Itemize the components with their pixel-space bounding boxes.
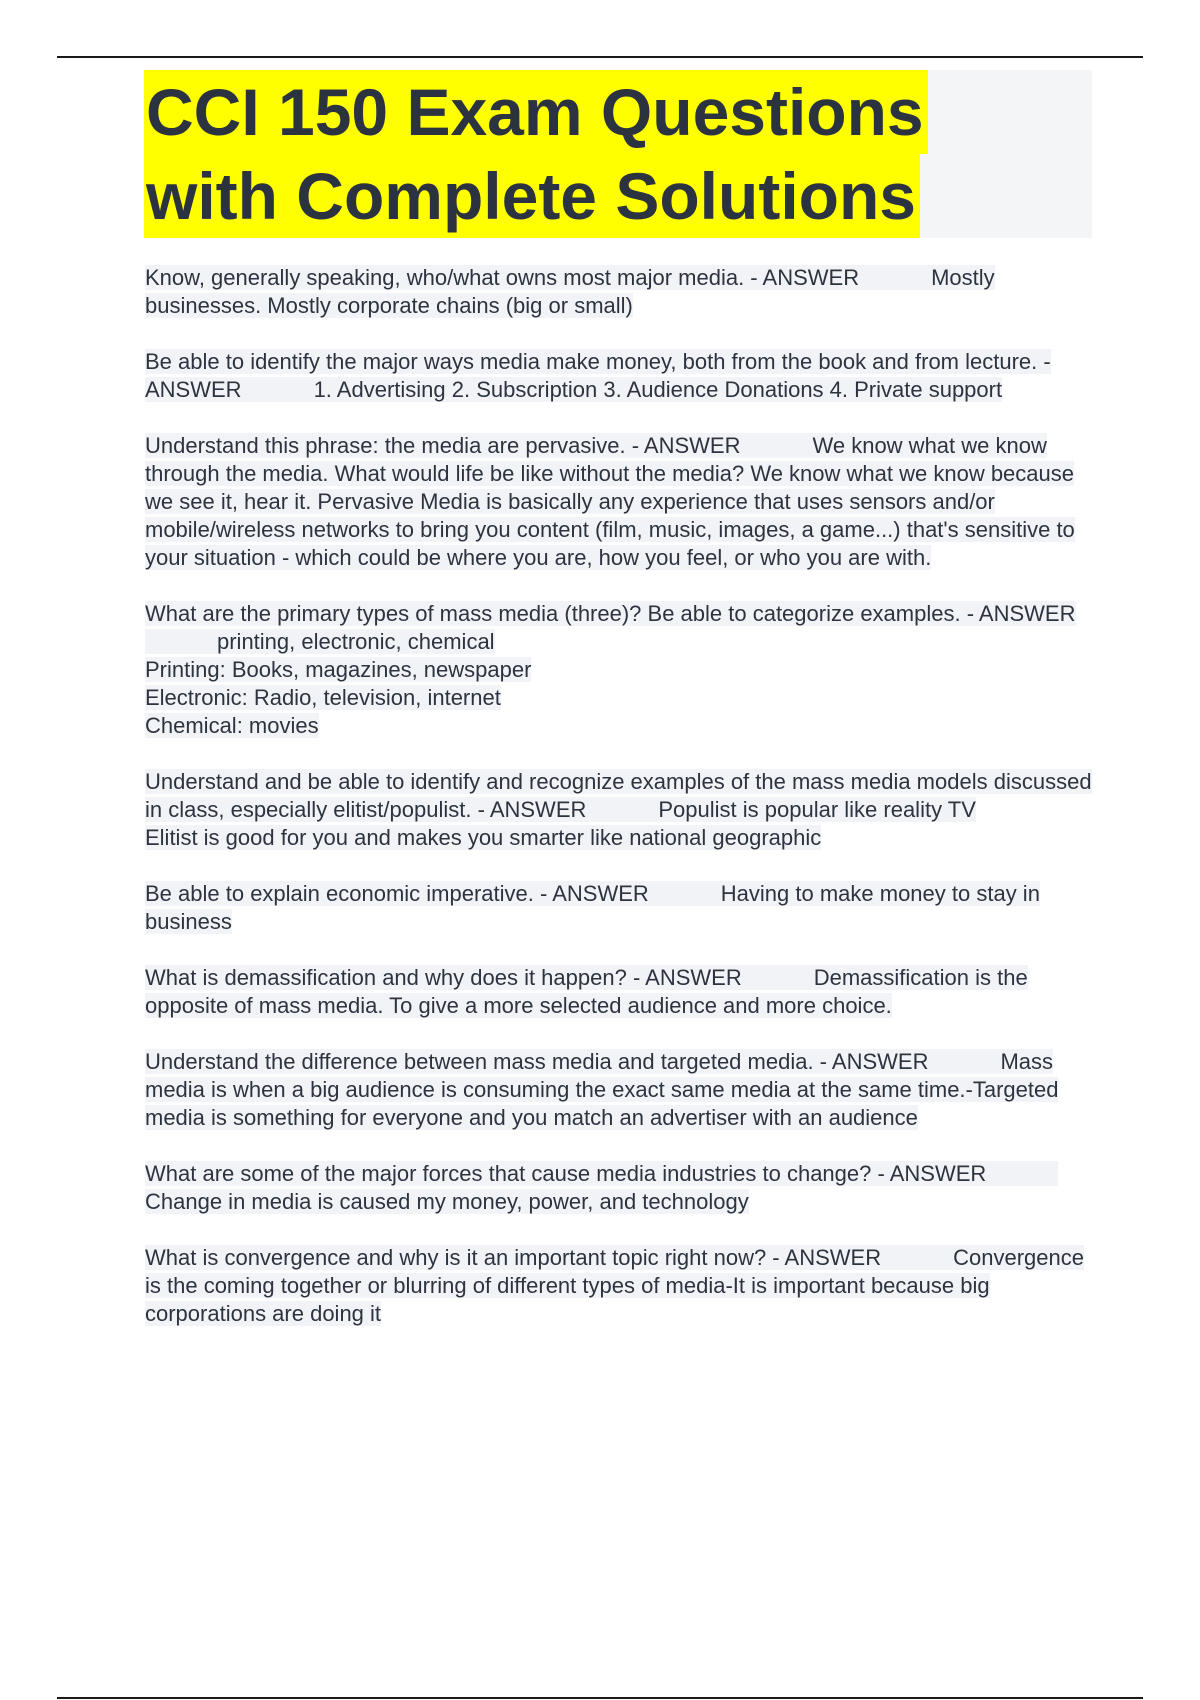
answer-extra-line: Printing: Books, magazines, newspaper (145, 657, 532, 682)
top-rule (57, 56, 1143, 58)
qa-item (145, 600, 1095, 740)
answer-text: Mostly businesses. Mostly corporate chains (big or small) (145, 265, 995, 318)
answer-text: Change in media is caused my money, power, and technology (145, 1189, 749, 1214)
qa-item (145, 348, 1095, 404)
answer-text: Demassification is the opposite of mass media. To give a more selected audience and more choice. (145, 965, 1028, 1018)
question-text: Understand this phrase: the media are pervasive. - ANSWER (145, 433, 741, 458)
question-text: Know, generally speaking, who/what owns most major media. - ANSWER (145, 265, 860, 290)
answer-text: Populist is popular like reality TV (658, 797, 976, 822)
qa-item (145, 880, 1095, 936)
answer-extra-line: Electronic: Radio, television, internet (145, 685, 501, 710)
question-text: What are the primary types of mass media (three)? Be able to categorize examples. - ANSWER (145, 601, 1076, 626)
qa-item (145, 1244, 1095, 1328)
question-text: Understand the difference between mass media and targeted media. - ANSWER (145, 1049, 929, 1074)
answer-text: Having to make money to stay in business (145, 881, 1040, 934)
question-text: Be able to explain economic imperative. - ANSWER (145, 881, 649, 906)
title-line-2: with Complete Solutions (144, 154, 920, 238)
qa-item (145, 768, 1095, 852)
qa-item (145, 1048, 1095, 1132)
qa-list (145, 264, 1095, 1356)
question-text: Be able to identify the major ways media make money, both from the book and from lecture. - ANSWER (145, 349, 1051, 402)
answer-text: 1. Advertising 2. Subscription 3. Audience Donations 4. Private support (313, 377, 1003, 402)
question-text: Understand and be able to identify and recognize examples of the mass media models discussed in class, especially elitist/populist. - ANSWER (145, 769, 1092, 822)
answer-extra-line: Chemical: movies (145, 713, 319, 738)
qa-item (145, 264, 1095, 320)
question-text: What are some of the major forces that cause media industries to change? - ANSWER (145, 1161, 987, 1186)
answer-text: printing, electronic, chemical (217, 629, 495, 654)
title-line-1: CCI 150 Exam Questions (144, 70, 928, 154)
answer-text: Mass media is when a big audience is consuming the exact same media at the same time.-Targeted media is something for everyone and you match an advertiser with an audience (145, 1049, 1059, 1130)
qa-item (145, 964, 1095, 1020)
answer-extra-line: Elitist is good for you and makes you smarter like national geographic (145, 825, 822, 850)
bottom-rule (57, 1697, 1143, 1699)
document-title (144, 70, 1092, 238)
question-text: What is demassification and why does it happen? - ANSWER (145, 965, 742, 990)
question-text: What is convergence and why is it an important topic right now? - ANSWER (145, 1245, 882, 1270)
qa-item (145, 432, 1095, 572)
qa-item (145, 1160, 1095, 1216)
answer-text: We know what we know through the media. What would life be like without the media? We know what we know because we see it, hear it. Pervasive Media is basically any experience that uses sensors and/or mobile/wireless networks to bring you content (film, music, images, a game...) that's sensitive to your situation - which could be where you are, how you feel, or who you are with. (145, 433, 1075, 570)
answer-text: Convergence is the coming together or blurring of different types of media-It is important because big corporations are doing it (145, 1245, 1084, 1326)
